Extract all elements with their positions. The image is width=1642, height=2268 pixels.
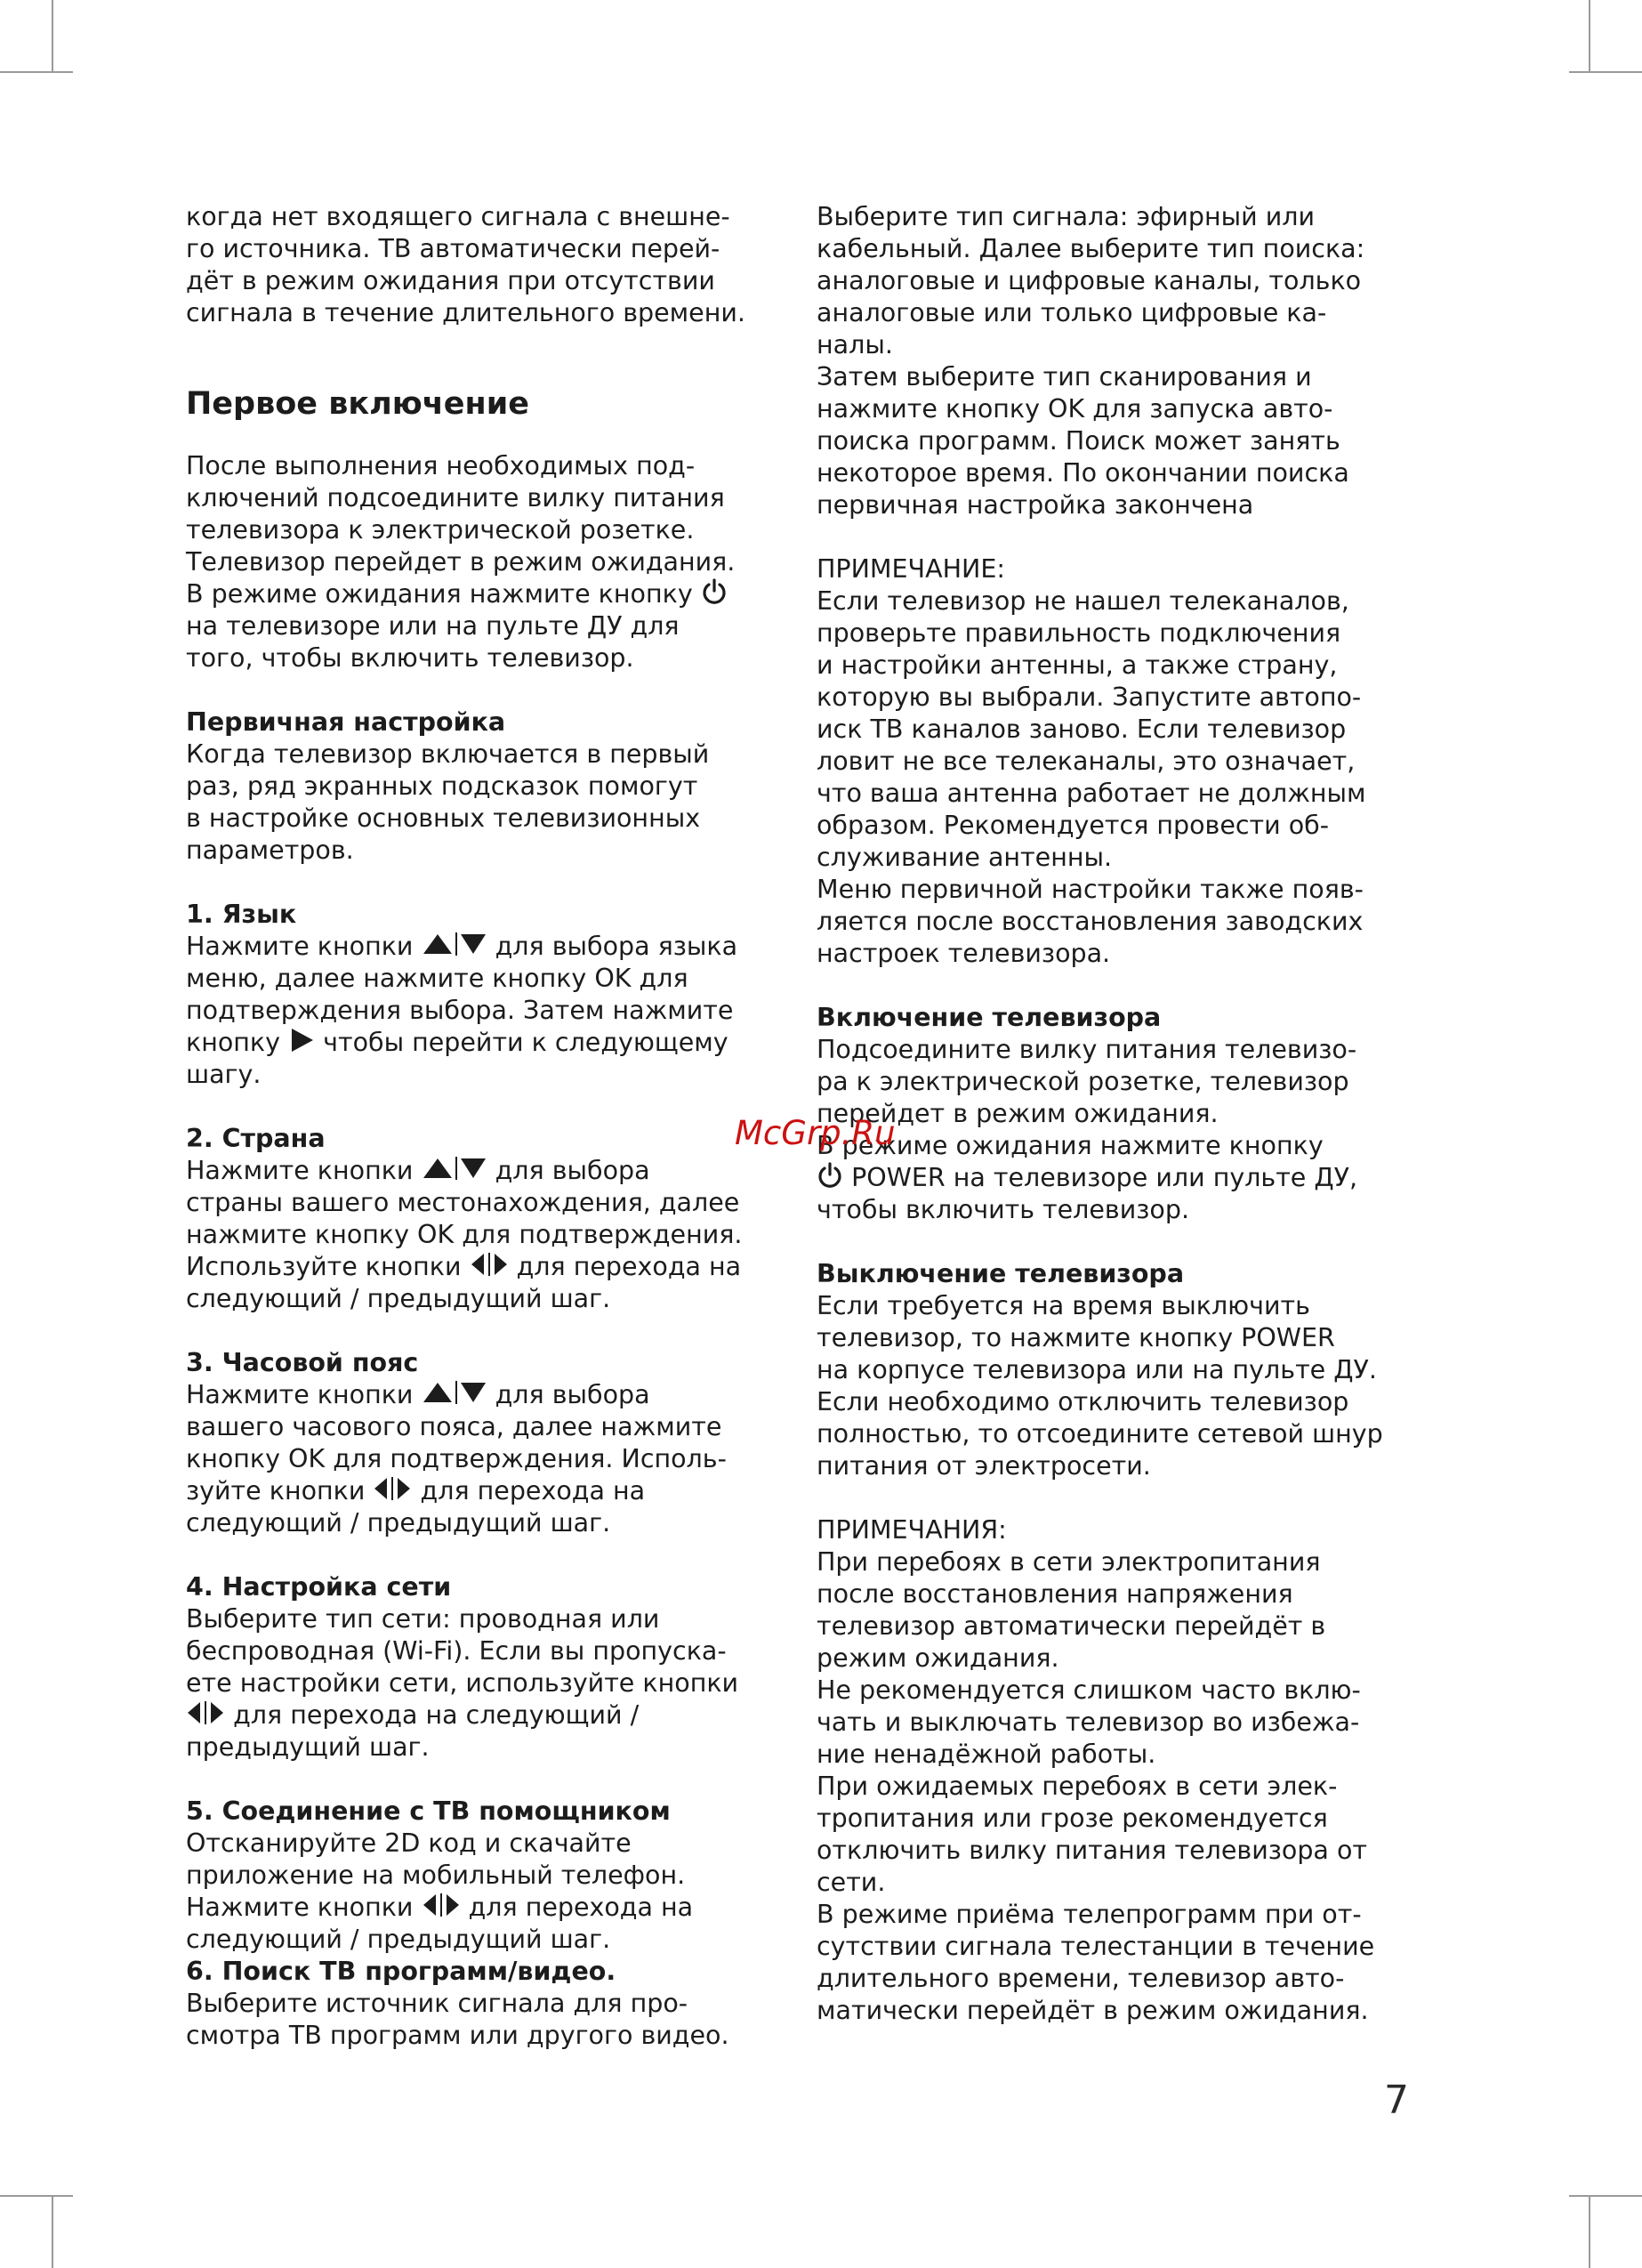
crop-mark <box>1589 2195 1590 2268</box>
left-column <box>186 201 791 2052</box>
crop-mark <box>1569 2195 1642 2197</box>
step-search-text: Выберите источник сигнала для про- смотра ТВ программ или другого видео. <box>186 1989 729 2050</box>
note-text: Если телевизор не нашел телеканалов, проверьте правильность подключения и настройки антенны, а также страну, которую вы выбрали. Запустите автопо- иск ТВ каналов заново. Если телевизор ловит не все телеканалы, это означает, что ваша антенна работает не должным образом. Рекомендуется провести об- служивание антенны. Меню первичной настройки также появ- ляется после восстановления заводских настроек телевизора. <box>817 586 1366 968</box>
step-country-title: 2. Страна <box>186 1124 326 1153</box>
crop-mark <box>1589 0 1590 73</box>
step-timezone-title: 3. Часовой пояс <box>186 1348 419 1377</box>
crop-mark <box>0 71 73 73</box>
power-off-title: Выключение телевизора <box>817 1259 1185 1288</box>
page-number: 7 <box>1384 2078 1409 2123</box>
watermark: McGrp.Ru <box>735 1114 896 1152</box>
note-title: ПРИМЕЧАНИЕ: <box>817 554 1005 584</box>
step-language-title: 1. Язык <box>186 900 297 929</box>
power-icon <box>817 1162 843 1189</box>
step-search-title: 6. Поиск ТВ программ/видео. <box>186 1957 616 1986</box>
up-down-arrows-icon <box>422 1155 487 1182</box>
step-network-text: Выберите тип сети: проводная или беспроводная (Wi-Fi). Если вы пропуска- ете настройки сети, используйте кнопки для перехода на следующий / предыдущий шаг. <box>186 1604 739 1762</box>
step-network-title: 4. Настройка сети <box>186 1572 452 1602</box>
crop-mark <box>52 0 53 73</box>
primary-setup-title: Первичная настройка <box>186 707 506 737</box>
first-power-on-text: После выполнения необходимых под- ключений подсоедините вилку питания телевизора к электрической розетке. Телевизор перейдет в режим ожидания. В режиме ожидания нажмите кнопку на телевизоре или на пульте ДУ для того, чтобы включить телевизор. <box>186 451 736 673</box>
section-heading: Первое включение <box>186 386 529 422</box>
power-off-text: Если требуется на время выключить телевизор, то нажмите кнопку POWER на корпусе телевизора или на пульте ДУ. Если необходимо отключить телевизор полностью, то отсоедините сетевой шнур питания от электросети. <box>817 1291 1383 1481</box>
step-assistant-text: Отсканируйте 2D код и скачайте приложение на мобильный телефон. Нажмите кнопки для перехода на следующий / предыдущий шаг. <box>186 1828 694 1954</box>
left-right-arrows-icon <box>422 1892 461 1918</box>
crop-mark <box>52 2195 53 2268</box>
step-country-text: Нажмите кнопки для выбора страны вашего местонахождения, далее нажмите кнопку OK для подтверждения. Используйте кнопки для перехода на следующий / предыдущий шаг. <box>186 1156 743 1313</box>
notes-text: При перебоях в сети электропитания после восстановления напряжения телевизор автоматически перейдёт в режим ожидания. Не рекомендуется слишком часто вклю- чать и выключать телевизор во избежа- ние ненадёжной работы. При ожидаемых перебоях в сети элек- тропитания или грозе рекомендуется отключить вилку питания телевизора от сети. В режиме приёма телепрограмм при от- сутствии сигнала телестанции в течение длительного времени, телевизор авто- матически перейдёт в режим ожидания. <box>817 1547 1375 2025</box>
left-right-arrows-icon <box>470 1251 509 1278</box>
crop-mark <box>0 2195 73 2197</box>
notes-title: ПРИМЕЧАНИЯ: <box>817 1515 1007 1545</box>
intro-paragraph: когда нет входящего сигнала с внешне- го источника. ТВ автоматически перей- дёт в режим ожидания при отсутствии сигнала в течение длительного времени. <box>186 202 745 327</box>
step-assistant-title: 5. Соединение с ТВ помощником <box>186 1796 671 1826</box>
crop-mark <box>1569 71 1642 73</box>
left-right-arrows-icon <box>186 1699 225 1726</box>
up-down-arrows-icon <box>422 931 487 957</box>
primary-setup-text: Когда телевизор включается в первый раз, ряд экранных подсказок помогут в настройке основных телевизионных параметров. <box>186 739 710 865</box>
step-timezone-text: Нажмите кнопки для выбора вашего часового пояса, далее нажмите кнопку OK для подтверждения. Исполь- зуйте кнопки для перехода на следующий / предыдущий шаг. <box>186 1380 727 1538</box>
right-column <box>817 201 1421 2027</box>
signal-type-text: Выберите тип сигнала: эфирный или кабельный. Далее выберите тип поиска: аналоговые и цифровые каналы, только аналоговые или только цифровые ка- налы. Затем выберите тип сканирования и нажмите кнопку OK для запуска авто- поиска программ. Поиск может занять некоторое время. По окончании поиска первичная настройка закончена <box>817 202 1365 520</box>
right-arrow-icon <box>288 1027 315 1053</box>
power-icon <box>701 578 728 605</box>
step-language-text: Нажмите кнопки для выбора языка меню, далее нажмите кнопку OK для подтверждения выбора. Затем нажмите кнопку чтобы перейти к следующему шагу. <box>186 932 738 1089</box>
power-on-title: Включение телевизора <box>817 1003 1162 1032</box>
up-down-arrows-icon <box>422 1379 487 1406</box>
left-right-arrows-icon <box>373 1475 412 1502</box>
power-on-text: Подсоедините вилку питания телевизо- ра к электрической розетке, телевизор перейдет в режим ожидания. В режиме ожидания нажмите кнопку POWER на телевизоре или пульте ДУ, чтобы включить телевизор. <box>817 1035 1358 1224</box>
